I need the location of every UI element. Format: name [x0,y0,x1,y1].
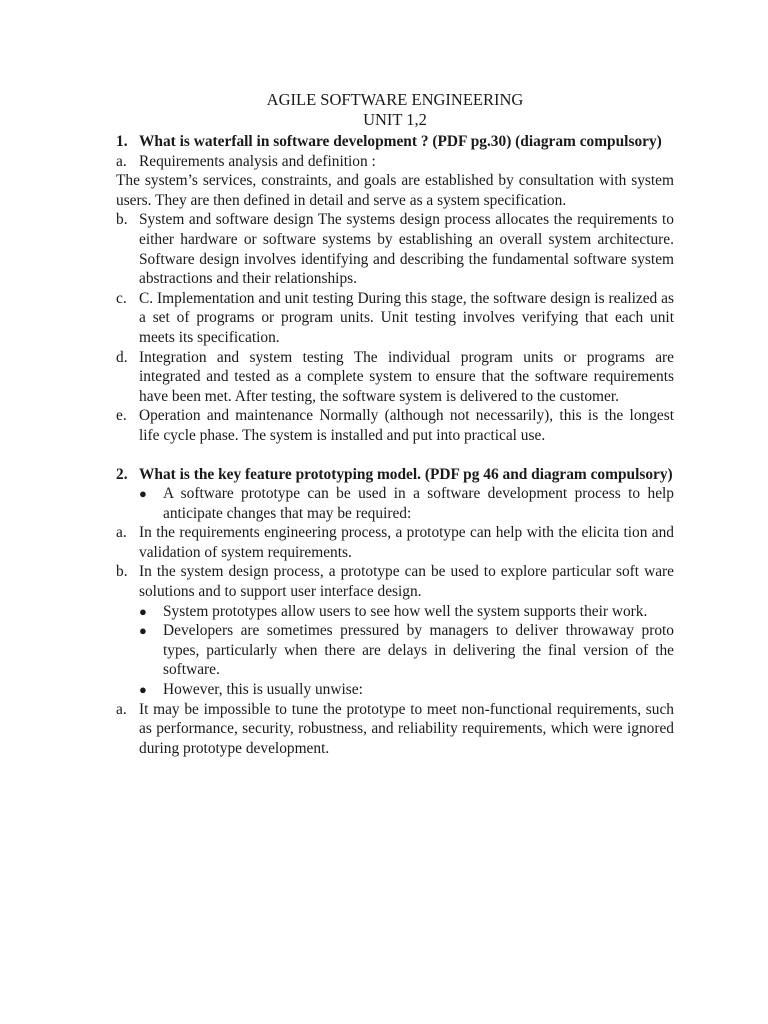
bullet-icon: ● [139,623,147,639]
list-item-text: It may be impossible to tune the prototype to meet non-functional requirements, such as performance, security, robustness, and reliability requirements, which were ignored during prototype development. [139,700,674,757]
question-1-text: What is waterfall in software development ? (PDF pg.30) (diagram compulsory) [139,133,662,150]
spacer [116,446,674,465]
list-marker: c. [116,289,127,307]
question-2-text: What is the key feature prototyping model. (PDF pg 46 and diagram compulsory) [139,465,673,483]
q1-item-b [116,210,674,288]
q1-item-a [116,152,674,172]
question-1-number: 1. [116,133,128,150]
document-page [116,90,674,758]
q1-item-c [116,289,674,348]
list-item-text: Integration and system testing The individual program units or programs are integrated and tested as a complete system to ensure that the software requirements have been met. After testing, the software system is delivered to the customer. [139,348,674,405]
q2-item-a [116,523,674,562]
doc-title: AGILE SOFTWARE ENGINEERING [266,90,524,109]
list-item-text: C. Implementation and unit testing During this stage, the software design is realized as a set of programs or program units. Unit testing involves verifying that each unit meets its specification. [139,289,674,346]
list-item-text: Operation and maintenance Normally (although not necessarily), this is the longest life cycle phase. The system is installed and put into practical use. [139,407,674,444]
list-marker: a. [116,700,127,718]
list-marker: e. [116,407,127,425]
bullet-icon: ● [139,603,147,619]
list-item-text: System and software design The systems design process allocates the requirements to either hardware or software systems by establishing an overall system architecture. Software design involves identifying and describing the fundamental software system abstractions and their relationships. [139,211,674,288]
bullet-text: Developers are sometimes pressured by managers to deliver throwaway proto types, particularly when there are delays in delivering the final version of the software. [163,622,674,679]
q2-bullet-4 [116,680,674,700]
question-2 [116,465,674,485]
question-2-number: 2. [116,465,128,483]
question-1 [116,132,674,152]
q2-bullet-3 [116,621,674,680]
q1-item-d [116,348,674,407]
list-marker: a. [116,524,127,542]
q2-item-a-2 [116,700,674,759]
list-item-text: In the requirements engineering process, a prototype can help with the elicita tion and validation of system requirements. [139,524,674,561]
bullet-icon: ● [139,486,147,502]
list-item-text: Requirements analysis and definition : [139,152,376,170]
q2-bullet-2 [116,602,674,622]
list-marker: a. [116,152,127,170]
q1-a-paragraph: The system’s services, constraints, and goals are established by consultation with system users. They are then defined in detail and serve as a system specification. [116,172,674,209]
list-marker: b. [116,211,128,229]
q2-item-b [116,562,674,601]
list-marker: b. [116,563,128,581]
list-marker: d. [116,348,128,366]
bullet-text: However, this is usually unwise: [163,681,363,699]
doc-unit: UNIT 1,2 [363,110,427,129]
list-item-text: In the system design process, a prototype can be used to explore particular soft ware solutions and to support user interface design. [139,563,674,601]
q1-item-e [116,406,674,445]
bullet-text: A software prototype can be used in a software development process to help anticipate changes that may be required: [163,485,674,522]
bullet-text: System prototypes allow users to see how well the system supports their work. [163,602,648,620]
bullet-icon: ● [139,682,147,698]
q2-bullet-1 [116,484,674,523]
